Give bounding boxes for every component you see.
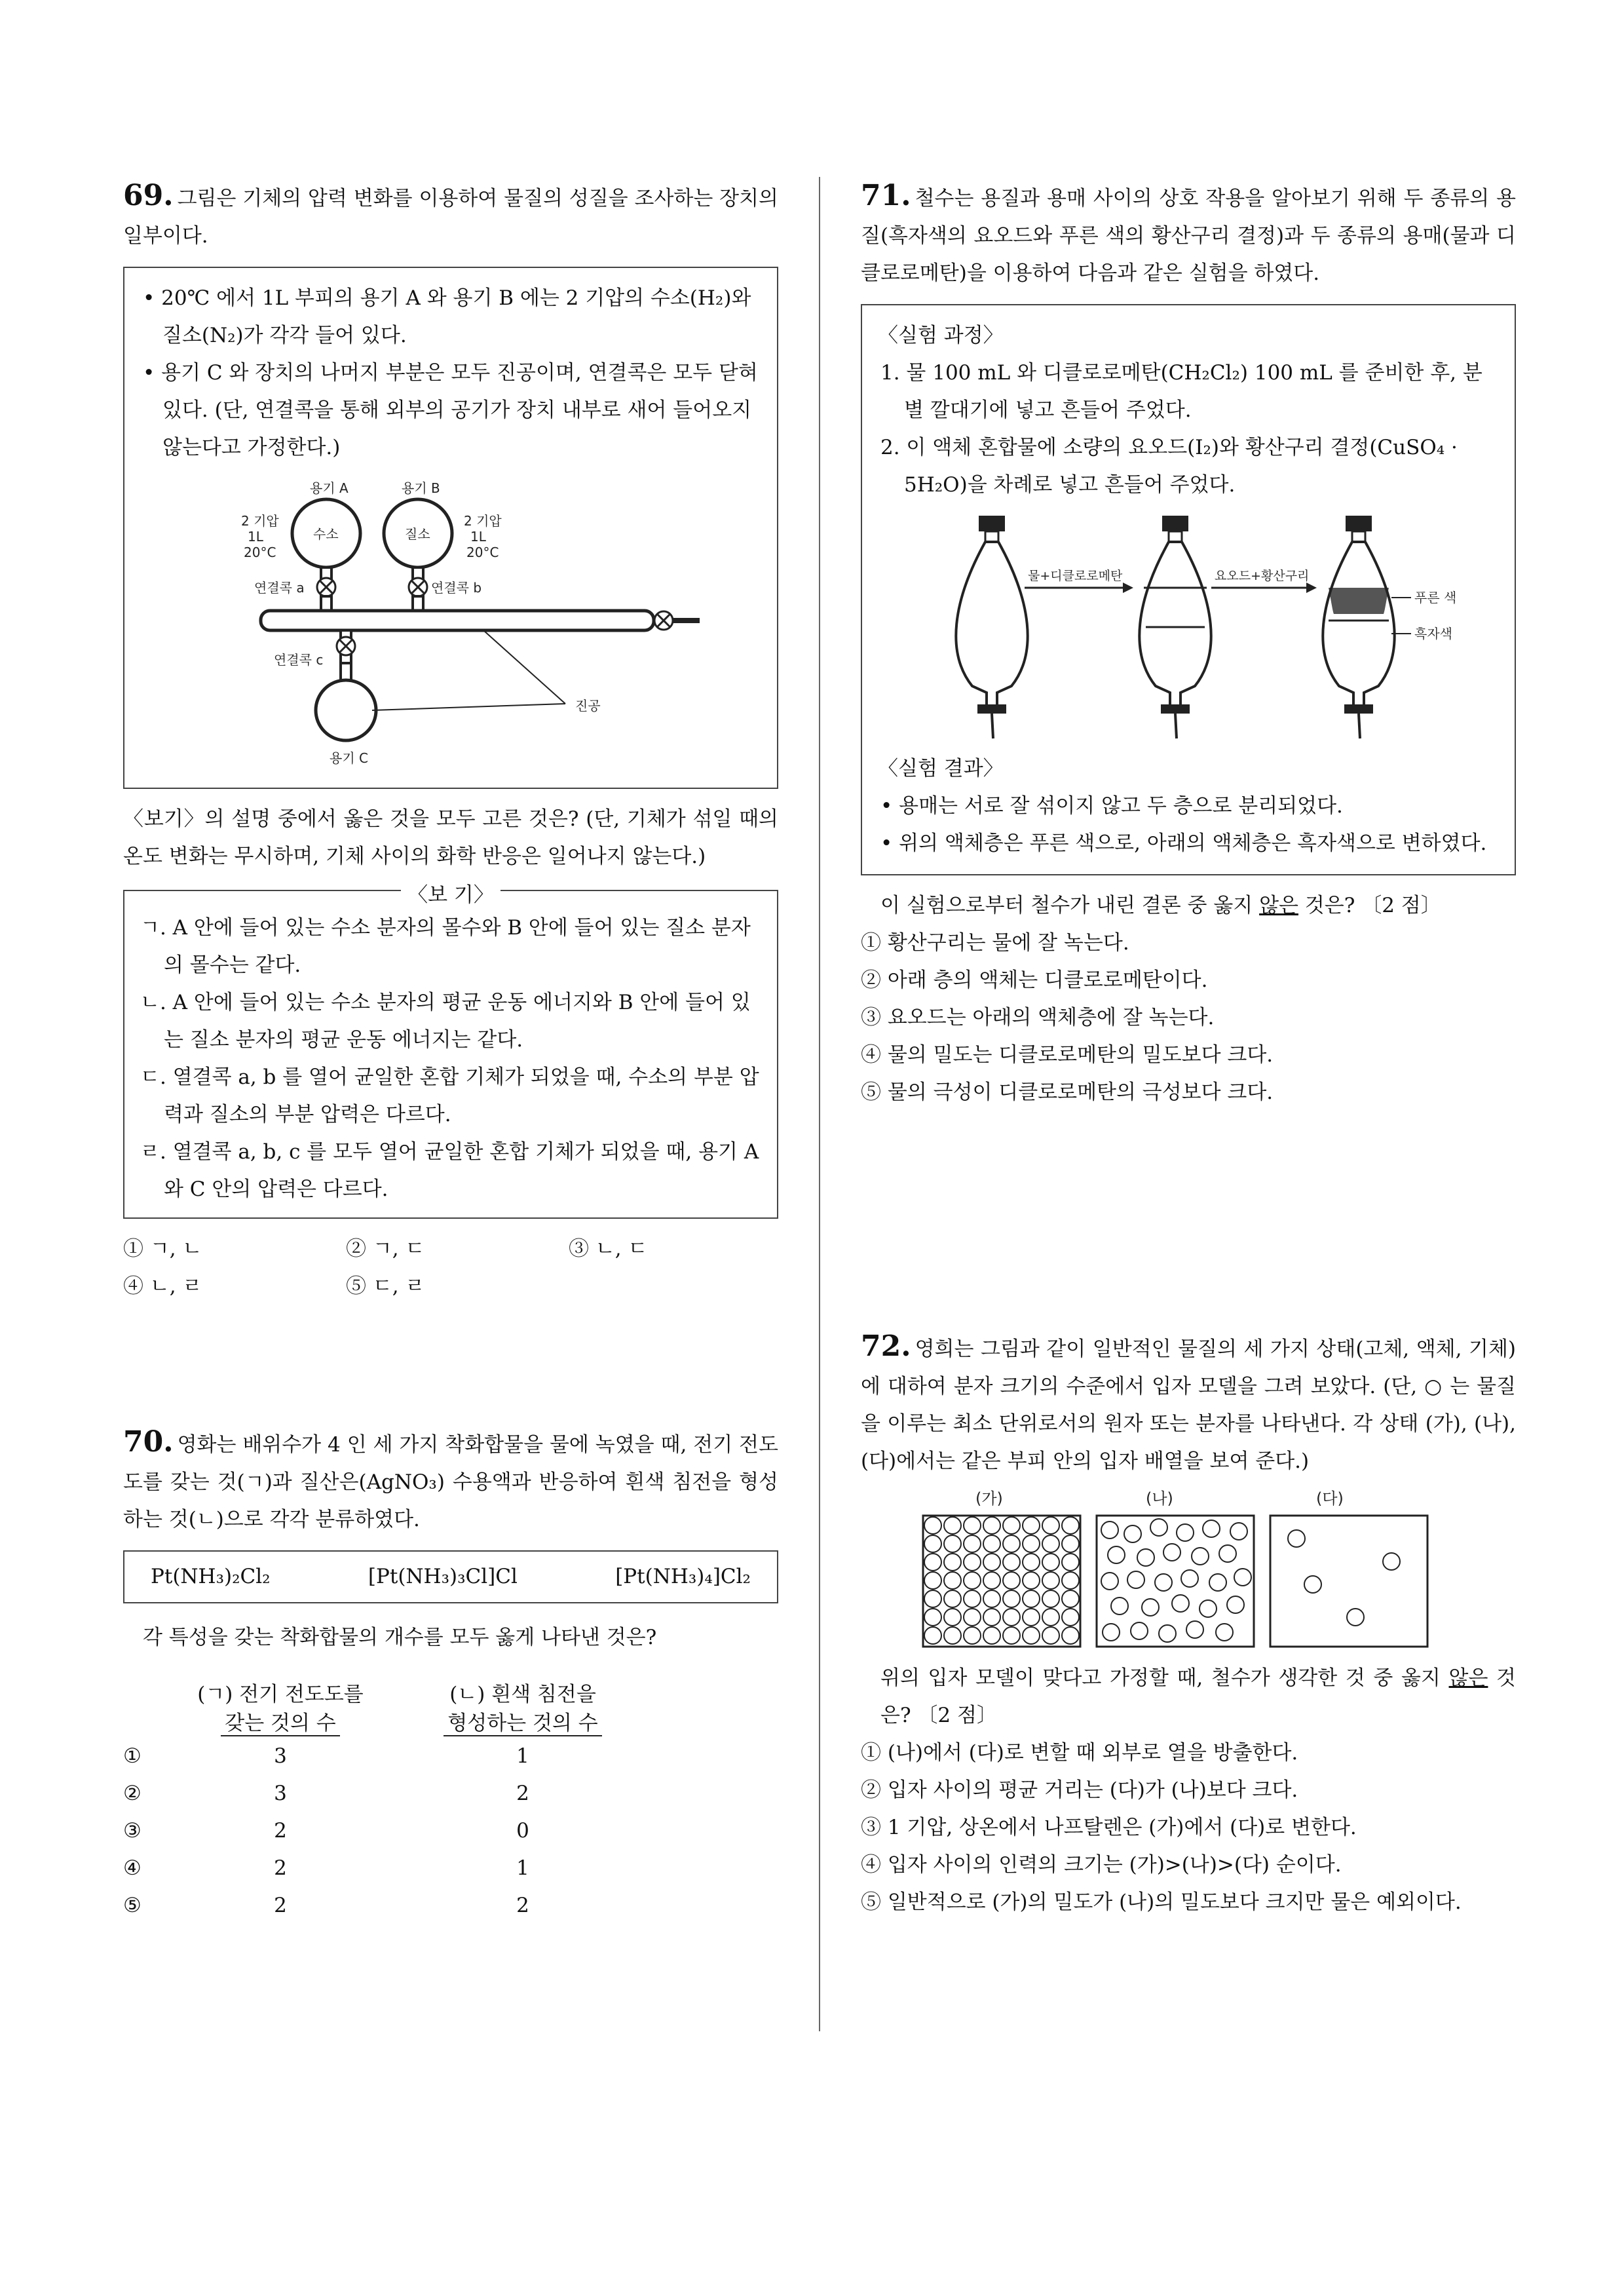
q71-intro: 71. 철수는 용질과 용매 사이의 상호 작용을 알아보기 위해 두 종류의 용질(흑자색의 요오드와 푸른 색의 황산구리 결정)과 두 종류의 용매(물과 디클로로메탄)을 이용하여 다음과 같은 실험을 하였다.: [861, 179, 1516, 285]
svg-text:연결콕 c: 연결콕 c: [274, 652, 324, 668]
solid-particle: [1023, 1627, 1040, 1644]
q69-number: 69.: [123, 179, 174, 212]
solid-particle: [964, 1535, 981, 1552]
choice-4[interactable]: ④ 물의 밀도는 디클로로메탄의 밀도보다 크다.: [861, 1043, 1274, 1067]
solid-particle: [1042, 1590, 1059, 1607]
solid-particle: [924, 1535, 941, 1552]
arrow-label-2: 요오드+황산구리: [1215, 569, 1310, 583]
bogi-item: ㄹ. 열결콕 a, b, c 를 모두 열어 균일한 혼합 기체가 되었을 때, 용기 A 와 C 안의 압력은 다르다.: [140, 1140, 759, 1201]
q70-number: 70.: [123, 1425, 174, 1459]
question-70: [123, 1423, 778, 1924]
choice-4[interactable]: ④ ㄴ, ㄹ: [123, 1274, 202, 1298]
formula: [Pt(NH₃)₃Cl]Cl: [368, 1565, 518, 1588]
main-tube: [261, 611, 654, 630]
particle-model-figure: [920, 1489, 1457, 1653]
solid-particle: [1023, 1535, 1040, 1552]
solid-particle: [1003, 1572, 1020, 1589]
gas-b-label: 질소: [405, 526, 430, 542]
choice-3[interactable]: ③ ㄴ, ㄷ: [569, 1237, 648, 1261]
q72-intro: 72. 영희는 그림과 같이 일반적인 물질의 세 가지 상태(고체, 액체, 기체)에 대하여 분자 크기의 수준에서 입자 모델을 그려 보았다. (단, ○ 는 물질을 이루는 최소 단위로서의 원자 또는 분자를 나타낸다. 각 상태 (가), (나), (다)에서는 같은 부피 안의 입자 배열을 보여 준다.): [861, 1330, 1516, 1473]
q71-experiment-box: [861, 304, 1516, 875]
bogi-item: ㄴ. A 안에 들어 있는 수소 분자의 평균 운동 에너지와 B 안에 들어 있는 질소 분자의 평균 운동 에너지는 같다.: [140, 991, 751, 1052]
q69-bogi-box: [123, 883, 778, 1219]
solid-particle: [944, 1590, 961, 1607]
funnel-two-layers: [1139, 516, 1211, 738]
q69-choices: [123, 1231, 778, 1305]
choice-3[interactable]: ③ 요오드는 아래의 액체층에 잘 녹는다.: [861, 1006, 1215, 1029]
arrow-label-1: 물+디클로로메탄: [1028, 569, 1123, 583]
solid-particle: [1042, 1535, 1059, 1552]
state-b-label: (나): [1146, 1489, 1173, 1508]
choice-1[interactable]: ① 황산구리는 물에 잘 녹는다.: [861, 931, 1129, 955]
vessel-a-label: 용기 A: [310, 480, 349, 496]
header-precipitate: (ㄴ) 흰색 침전을 형성하는 것의 수: [385, 1680, 660, 1738]
solid-particle: [983, 1554, 1000, 1571]
q69-intro: 69. 그림은 기체의 압력 변화를 이용하여 물질의 성질을 조사하는 장치의 일부이다.: [123, 179, 778, 248]
solid-particle: [1062, 1535, 1079, 1552]
svg-text:2 기압: 2 기압: [241, 513, 279, 529]
left-column: [123, 177, 778, 1924]
solid-particle: [964, 1517, 981, 1534]
solid-particle: [983, 1609, 1000, 1626]
svg-text:1L: 1L: [470, 529, 486, 545]
choice-2[interactable]: ② 아래 층의 액체는 디클로로메탄이다.: [861, 968, 1208, 992]
result-title: 〈실험 결과〉: [878, 757, 1004, 780]
q69-condition-1: • 20℃ 에서 1L 부피의 용기 A 와 용기 B 에는 2 기압의 수소(H₂)와 질소(N₂)가 각각 들어 있다.: [143, 286, 751, 347]
solid-particle: [983, 1590, 1000, 1607]
svg-text:20°C: 20°C: [466, 545, 499, 560]
solid-particle: [964, 1627, 981, 1644]
svg-text:연결콕 b: 연결콕 b: [431, 580, 482, 596]
q69-condition-2: • 용기 C 와 장치의 나머지 부분은 모두 진공이며, 연결콕은 모두 닫혀 있다. (단, 연결콕을 통해 외부의 공기가 장치 내부로 새어 들어오지 않는다고 가정한다.): [143, 361, 758, 459]
solid-particle: [983, 1535, 1000, 1552]
solid-particle: [1062, 1627, 1079, 1644]
svg-text:2 기압: 2 기압: [464, 513, 502, 529]
solid-particle: [1003, 1627, 1020, 1644]
choice-5[interactable]: ⑤ 일반적으로 (가)의 밀도가 (나)의 밀도보다 크지만 물은 예외이다.: [861, 1890, 1462, 1914]
table-row[interactable]: ③ 2 0: [123, 1819, 529, 1843]
choice-1[interactable]: ① ㄱ, ㄴ: [123, 1237, 202, 1261]
solid-particle: [964, 1609, 981, 1626]
solid-particle: [1023, 1572, 1040, 1589]
table-row[interactable]: ② 3 2: [123, 1782, 529, 1805]
solid-particle: [924, 1572, 941, 1589]
q70-formula-box: [123, 1550, 778, 1603]
separatory-funnel-figure: [894, 509, 1483, 745]
q70-answer-table: [123, 1680, 778, 1924]
solid-particle: [964, 1554, 981, 1571]
solid-particle: [1062, 1590, 1079, 1607]
table-header: [123, 1680, 778, 1738]
q69-question: 〈보기〉의 설명 중에서 옳은 것을 모두 고른 것은? (단, 기체가 섞일 때의 온도 변화는 무시하며, 기체 사이의 화학 반응은 일어나지 않는다.): [123, 807, 778, 868]
funnel-colored-layers: [1323, 516, 1394, 738]
choice-2[interactable]: ② ㄱ, ㄷ: [346, 1237, 425, 1261]
q69-condition-box: [123, 267, 778, 789]
solid-particle: [1003, 1609, 1020, 1626]
svg-text:1L: 1L: [248, 529, 263, 545]
q70-intro: 70. 영화는 배위수가 4 인 세 가지 착화합물을 물에 녹였을 때, 전기 전도도를 갖는 것(ㄱ)과 질산은(AgNO₃) 수용액과 반응하여 흰색 침전을 형성하는 것(ㄴ)으로 각각 분류하였다.: [123, 1425, 778, 1531]
solid-particle: [944, 1535, 961, 1552]
q70-question: 각 특성을 갖는 착화합물의 개수를 모두 옳게 나타낸 것은?: [143, 1626, 657, 1649]
solid-particle: [944, 1554, 961, 1571]
solid-particle: [1003, 1554, 1020, 1571]
solid-particle: [983, 1517, 1000, 1534]
solid-particle: [1062, 1609, 1079, 1626]
blue-layer-label: 푸른 색: [1414, 590, 1457, 605]
solid-particle: [924, 1609, 941, 1626]
vessel-c-label: 용기 C: [330, 750, 368, 766]
question-72: [861, 1328, 1516, 1921]
solid-particle: [1023, 1590, 1040, 1607]
bogi-title: 〈보 기〉: [124, 877, 777, 914]
svg-text:20°C: 20°C: [244, 545, 276, 560]
solid-particle: [1023, 1609, 1040, 1626]
choice-2[interactable]: ② 입자 사이의 평균 거리는 (다)가 (나)보다 크다.: [861, 1778, 1298, 1802]
gas-a-label: 수소: [313, 526, 339, 542]
q71-question: 이 실험으로부터 철수가 내린 결론 중 옳지 않은 것은? 〔2 점〕: [880, 894, 1441, 917]
vessel-c: [316, 680, 376, 740]
table-row[interactable]: ⑤ 2 2: [123, 1894, 529, 1917]
solid-particle: [1003, 1517, 1020, 1534]
formula: Pt(NH₃)₂Cl₂: [151, 1565, 271, 1588]
state-a-label: (가): [975, 1489, 1003, 1508]
solid-particle: [1042, 1609, 1059, 1626]
process-title: 〈실험 과정〉: [878, 324, 1004, 347]
svg-text:연결콕 a: 연결콕 a: [254, 580, 305, 596]
right-column: [861, 177, 1516, 1921]
solid-particle: [944, 1609, 961, 1626]
solid-particle: [924, 1517, 941, 1534]
solid-particle: [1042, 1572, 1059, 1589]
solid-particle: [1003, 1590, 1020, 1607]
bogi-item: ㄷ. 열결콕 a, b 를 열어 균일한 혼합 기체가 되었을 때, 수소의 부분 압력과 질소의 부분 압력은 다르다.: [140, 1065, 759, 1126]
state-c-label: (다): [1316, 1489, 1344, 1508]
column-divider: [819, 177, 820, 2031]
choice-4[interactable]: ④ 입자 사이의 인력의 크기는 (가)>(나)>(다) 순이다.: [861, 1853, 1342, 1877]
process-step: 2. 이 액체 혼합물에 소량의 요오드(I₂)와 황산구리 결정(CuSO₄ · 5H₂O)을 차례로 넣고 흔들어 주었다.: [880, 436, 1458, 497]
vessel-b-label: 용기 B: [402, 480, 440, 496]
solid-particle: [983, 1572, 1000, 1589]
solid-particle: [1023, 1517, 1040, 1534]
solid-particle: [924, 1627, 941, 1644]
solid-particle: [1062, 1554, 1079, 1571]
process-step: 1. 물 100 mL 와 디클로로메탄(CH₂Cl₂) 100 mL 를 준비한 후, 분별 깔대기에 넣고 흔들어 주었다.: [880, 361, 1482, 422]
choice-5[interactable]: ⑤ 물의 극성이 디클로로메탄의 극성보다 크다.: [861, 1081, 1274, 1104]
solid-particle: [983, 1627, 1000, 1644]
header-conductivity: (ㄱ) 전기 전도도를 갖는 것의 수: [197, 1683, 364, 1735]
solid-particle: [1023, 1554, 1040, 1571]
choice-3[interactable]: ③ 1 기압, 상온에서 나프탈렌은 (가)에서 (다)로 변한다.: [861, 1816, 1357, 1839]
table-row[interactable]: ① 3 1: [123, 1744, 529, 1768]
solid-particle: [1062, 1572, 1079, 1589]
solid-particle: [964, 1590, 981, 1607]
table-row[interactable]: ④ 2 1: [123, 1856, 529, 1880]
solid-particle: [944, 1572, 961, 1589]
solid-particle: [1042, 1554, 1059, 1571]
choice-5[interactable]: ⑤ ㄷ, ㄹ: [346, 1274, 425, 1298]
gas-apparatus-figure: [202, 474, 700, 776]
solid-particle: [1062, 1517, 1079, 1534]
bogi-item: ㄱ. A 안에 들어 있는 수소 분자의 몰수와 B 안에 들어 있는 질소 분자의 몰수는 같다.: [140, 916, 751, 977]
solid-particle: [924, 1554, 941, 1571]
result-item: • 위의 액체층은 푸른 색으로, 아래의 액체층은 흑자색으로 변하였다.: [880, 832, 1487, 855]
result-item: • 용매는 서로 잘 섞이지 않고 두 층으로 분리되었다.: [880, 794, 1343, 818]
solid-particle: [1003, 1535, 1020, 1552]
solid-particle: [944, 1627, 961, 1644]
solid-particle: [924, 1590, 941, 1607]
purple-layer-label: 흑자색: [1414, 626, 1452, 641]
choice-1[interactable]: ① (나)에서 (다)로 변할 때 외부로 열을 방출한다.: [861, 1741, 1298, 1765]
question-71: [861, 177, 1516, 1111]
solid-particle: [944, 1517, 961, 1534]
formula: [Pt(NH₃)₄]Cl₂: [615, 1565, 751, 1588]
q71-number: 71.: [861, 179, 911, 212]
solid-particle: [964, 1572, 981, 1589]
funnel-empty: [956, 516, 1027, 738]
solid-particle: [1042, 1627, 1059, 1644]
q72-question: 위의 입자 모델이 맞다고 가정할 때, 철수가 생각한 것 중 옳지 않은 것은? 〔2 점〕: [880, 1666, 1516, 1727]
solid-particle: [1042, 1517, 1059, 1534]
vacuum-label: 진공: [575, 698, 601, 714]
question-69: [123, 177, 778, 1305]
q72-number: 72.: [861, 1330, 911, 1363]
